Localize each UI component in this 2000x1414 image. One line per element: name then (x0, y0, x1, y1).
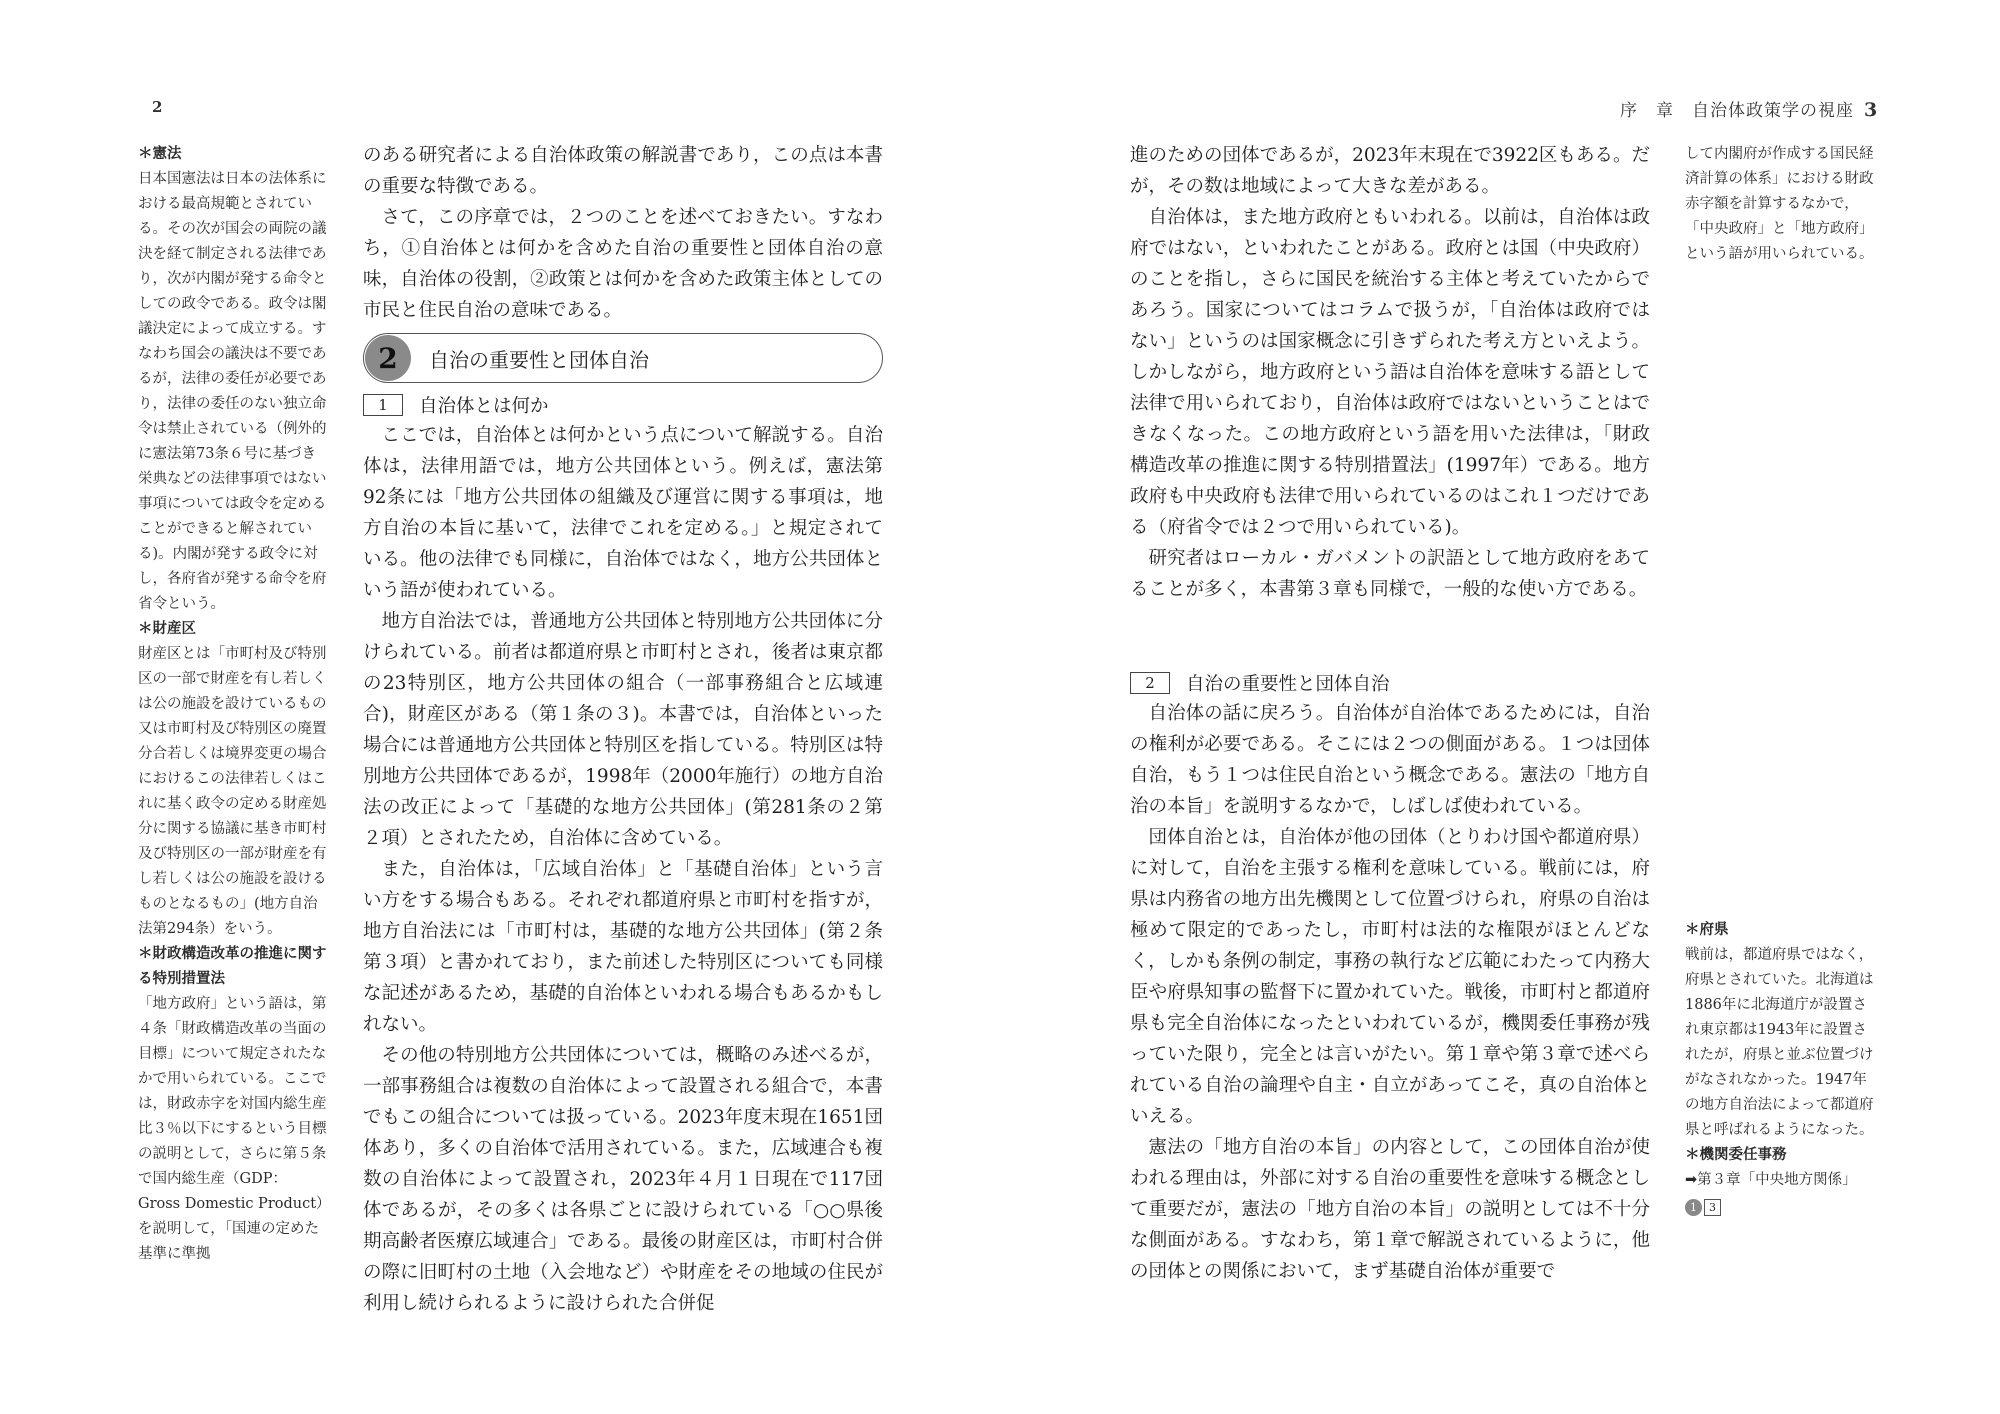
subsection-heading-2 (1130, 670, 1390, 696)
paragraph: また，自治体は，「広域自治体」と「基礎自治体」という言い方をする場合もある。それぞれ都道府県と市町村を指すが，地方自治法には「市町村は，基礎的な地方公共団体」(第２条第３項）と書かれており，また前述した特別区についても同様な記述があるため，基礎的自治体といわれる場合もあるかもしれない。 (363, 859, 883, 1035)
subsection-number: 2 (1130, 672, 1170, 694)
right-body-text-a (1130, 140, 1650, 605)
margin-note-body-kenpo: 日本国憲法は日本の法体系における最高規範とされている。その次が国会の両院の議決を経て制定される法律であり，次が内閣が発する命令としての政令である。政令は閣議決定によって成立する。すなわち国会の議決は不要であるが，法律の委任が必要であり，法律の委任のない独立命令は禁止されている（例外的に憲法第73条６号に基づき栄典などの法律事項ではない事項については政令を定めることができると解されている)。内閣が発する政令に対し，各府省が発する命令を府省令という。 (138, 171, 327, 612)
right-body-text-b (1130, 698, 1650, 1287)
margin-note-cross-reference: ➡第３章「中央地方関係」 (1685, 1172, 1857, 1188)
left-margin-notes (138, 142, 328, 1267)
margin-note-body-zaisanku: 財産区とは「市町村及び特別区の一部で財産を有し若しくは公の施設を設けているもの又は市町村及び特別区の廃置分合若しくは境界変更の場合におけるこの法律若しくはこれに基く政令の定める財産処分に関する協議に基き市町村及び特別区の一部が財産を有し若しくは公の施設を設けるものとなるもの」(地方自治法第294条）をいう。 (138, 646, 327, 937)
paragraph: 憲法の「地方自治の本旨」の内容として，この団体自治が使われる理由は，外部に対する自治の重要性を意味する概念として重要だが，憲法の「地方自治の本旨」の説明としては不十分な側面がある。すなわち，第１章で解説されているように，他の団体との関係において，まず基礎自治体が重要で (1130, 1137, 1650, 1282)
section-title: 自治の重要性と団体自治 (429, 347, 649, 372)
paragraph: 自治体の話に戻ろう。自治体が自治体であるためには，自治の権利が必要である。そこには２つの側面がある。１つは団体自治，もう１つは住民自治という概念である。憲法の「地方自治の本旨」を説明するなかで，しばしば使われている。 (1130, 703, 1650, 817)
left-intro-text (363, 140, 883, 326)
section-number-badge: 2 (365, 335, 411, 381)
ref-tag-part: 1 (1685, 1199, 1702, 1216)
margin-note-body-fuken: 戦前は，都道府県ではなく，府県とされていた。北海道は1886年に北海道庁が設置され東京都は1943年に設置されたが，府県と並ぶ位置づけがなされなかった。1947年の地方自治法によって都道府県と呼ばれるようになった。 (1685, 947, 1874, 1138)
margin-note-head-zaisei-law: ＊財政構造改革の推進に関する特別措置法 (138, 946, 327, 987)
margin-note-head-zaisanku: ＊財産区 (138, 621, 196, 637)
ref-tag-section: 3 (1704, 1199, 1721, 1216)
margin-note-head-kikan-inin: ＊機関委任事務 (1685, 1147, 1787, 1163)
left-body-text (363, 420, 883, 1319)
subsection-title: 自治体とは何か (419, 396, 549, 417)
cross-reference-tags (1685, 1195, 1723, 1220)
running-head (1620, 96, 1878, 121)
margin-note-head-kenpo: ＊憲法 (138, 146, 182, 162)
paragraph: 進のための団体であるが，2023年末現在で3922区もある。だが，その数は地域によって大きな差がある。 (1130, 145, 1650, 197)
paragraph: さて，この序章では，２つのことを述べておきたい。すなわち，①自治体とは何かを含めた自治の重要性と団体自治の意味，自治体の役割，②政策とは何かを含めた政策主体としての市民と住民自治の意味である。 (363, 207, 883, 321)
paragraph: 自治体は，また地方政府ともいわれる。以前は，自治体は政府ではない，といわれたことがある。政府とは国（中央政府）のことを指し，さらに国民を統治する主体と考えていたからであろう。国家についてはコラムで扱うが，「自治体は政府ではない」というのは国家概念に引きずられた考え方といえよう。しかしながら，地方政府という語は自治体を意味する語として法律で用いられており，自治体は政府ではないということはできなくなった。この地方政府という語を用いた法律は，「財政構造改革の推進に関する特別措置法」(1997年）である。地方政府も中央政府も法律で用いられているのはこれ１つだけである（府省令では２つで用いられている)。 (1130, 207, 1650, 538)
margin-note-body-zaisei-law: 「地方政府」という語は，第４条「財政構造改革の当面の目標」について規定されたなかで用いられている。ここでは，財政赤字を対国内総生産比３％以下にするという目標の説明として，さらに第５条で国内総生産（GDP：Gross Domestic Product）を説明して，「国連の定めた基準に準拠 (138, 996, 327, 1262)
subsection-number: 1 (363, 394, 403, 416)
running-head-title: 序 章 自治体政策学の視座 (1620, 101, 1854, 121)
left-page-number: 2 (152, 98, 163, 116)
paragraph: 団体自治とは，自治体が他の団体（とりわけ国や都道府県）に対して，自治を主張する権利を意味している。戦前には，府県は内務省の地方出先機関として位置づけられ，府県の自治は極めて限定的であったし，市町村は法的な権限がほとんどなく，しかも条例の制定，事務の執行など広範にわたって内務大臣や府県知事の監督下に置かれていた。戦後，市町村と都道府県も完全自治体になったといわれているが，機関委任事務が残っていた限り，完全とは言いがたい。第１章や第３章で述べられている自治の論理や自主・自立があってこそ，真の自治体といえる。 (1130, 827, 1650, 1127)
paragraph: 研究者はローカル・ガバメントの訳語として地方政府をあてることが多く，本書第３章も同様で，一般的な使い方である。 (1130, 548, 1650, 600)
paragraph: ここでは，自治体とは何かという点について解説する。自治体は，法律用語では，地方公共団体という。例えば，憲法第92条には「地方公共団体の組織及び運営に関する事項は，地方自治の本旨に基いて，法律でこれを定める。」と規定されている。他の法律でも同様に，自治体ではなく，地方公共団体という語が使われている。 (363, 425, 883, 601)
right-page-number: 3 (1864, 99, 1879, 121)
paragraph: その他の特別地方公共団体については，概略のみ述べるが，一部事務組合は複数の自治体によって設置される組合で，本書でもこの組合については扱っている。2023年度末現在1651団体あり，多くの自治体で活用されている。また，広域連合も複数の自治体によって設置され，2023年４月１日現在で117団体であるが，その多くは各県ごとに設けられている「○○県後期高齢者医療広域連合」である。最後の財産区は，市町村合併の際に旧町村の土地（入会地など）や財産をその地域の住民が利用し続けられるように設けられた合併促 (363, 1045, 883, 1314)
section-heading (363, 333, 883, 383)
paragraph: のある研究者による自治体政策の解説書であり，この点は本書の重要な特徴である。 (363, 145, 883, 197)
subsection-title: 自治の重要性と団体自治 (1186, 674, 1390, 695)
subsection-heading (363, 392, 549, 418)
margin-note-body-continued: して内閣府が作成する国民経済計算の体系」における財政赤字額を計算するなかで，「中央政府」と「地方政府」という語が用いられている。 (1685, 146, 1874, 262)
paragraph: 地方自治法では，普通地方公共団体と特別地方公共団体に分けられている。前者は都道府県と市町村とされ，後者は東京都の23特別区，地方公共団体の組合（一部事務組合と広域連合)，財産区がある（第１条の３)。本書では，自治体といった場合には普通地方公共団体と特別区を指している。特別区は特別地方公共団体であるが，1998年（2000年施行）の地方自治法の改正によって「基礎的な地方公共団体」(第281条の２第２項）とされたため，自治体に含めている。 (363, 611, 884, 849)
right-margin-notes-bottom (1685, 918, 1875, 1220)
margin-note-head-fuken: ＊府県 (1685, 922, 1729, 938)
right-margin-notes-top (1685, 142, 1875, 267)
